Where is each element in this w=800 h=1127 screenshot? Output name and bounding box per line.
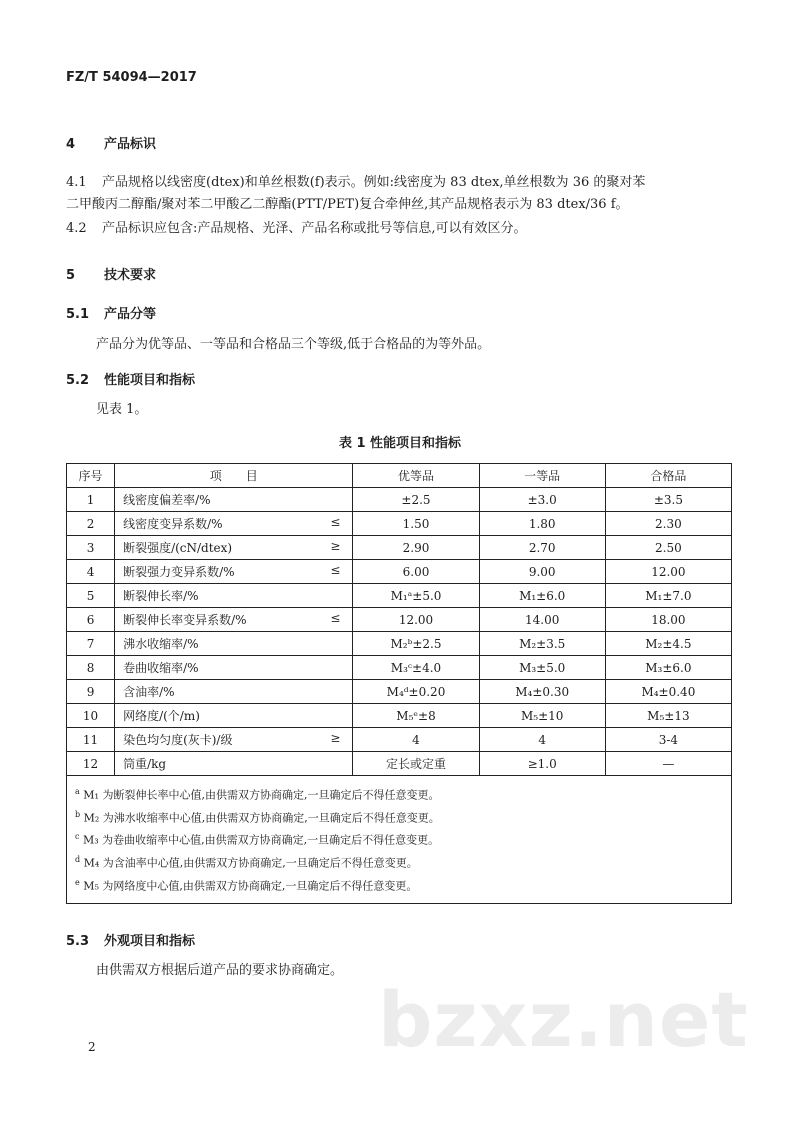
row-inequality-sign: ≤: [330, 515, 341, 529]
footnote-mark: a: [75, 787, 80, 796]
row-seq: 1: [67, 488, 115, 512]
table-row: [67, 656, 732, 680]
row-item: [115, 512, 353, 536]
row-first-grade-value: M₄±0.30: [479, 680, 605, 704]
table-body: [67, 488, 732, 776]
row-item: [115, 728, 353, 752]
row-item-label: 沸水收缩率/%: [123, 637, 199, 651]
row-premium-value: M₅ᵉ±8: [353, 704, 479, 728]
section-5-2-heading: [66, 369, 195, 388]
row-qualified-value: 2.50: [605, 536, 731, 560]
clause-5-2-text: 见表 1。: [96, 402, 148, 417]
table-row: [67, 584, 732, 608]
row-item-label: 断裂伸长率变异系数/%: [123, 613, 247, 627]
row-seq: 2: [67, 512, 115, 536]
row-item-label: 线密度偏差率/%: [123, 493, 211, 507]
table-row: [67, 536, 732, 560]
row-seq: 4: [67, 560, 115, 584]
row-item-label: 断裂强度/(cN/dtex): [123, 541, 233, 555]
row-qualified-value: —: [605, 752, 731, 776]
row-seq: 9: [67, 680, 115, 704]
row-item-label: 含油率/%: [123, 685, 175, 699]
row-premium-value: M₃ᶜ±4.0: [353, 656, 479, 680]
footnote-mark: e: [75, 877, 80, 887]
clause-number: 4.1: [66, 175, 87, 190]
section-title: 外观项目和指标: [104, 934, 196, 949]
clause-4-1: [66, 172, 746, 216]
row-first-grade-value: 4: [479, 728, 605, 752]
row-seq: 6: [67, 608, 115, 632]
row-item: [115, 560, 353, 584]
footnote-text: M₁ 为断裂伸长率中心值,由供需双方协商确定,一旦确定后不得任意变更。: [83, 788, 440, 802]
table-row: [67, 632, 732, 656]
row-item: [115, 656, 353, 680]
row-first-grade-value: M₁±6.0: [479, 584, 605, 608]
row-seq: 11: [67, 728, 115, 752]
row-seq: 12: [67, 752, 115, 776]
row-qualified-value: 3-4: [605, 728, 731, 752]
table-footnote: [75, 850, 723, 873]
row-qualified-value: M₅±13: [605, 704, 731, 728]
header-item: 项 目: [115, 464, 353, 488]
row-seq: 7: [67, 632, 115, 656]
section-5-3-heading: [66, 930, 195, 949]
footnote-text: M₄ 为含油率中心值,由供需双方协商确定,一旦确定后不得任意变更。: [83, 856, 418, 870]
row-seq: 8: [67, 656, 115, 680]
row-premium-value: 1.50: [353, 512, 479, 536]
section-number: 5.2: [66, 373, 90, 388]
row-item: [115, 752, 353, 776]
table-footnote: [75, 827, 723, 850]
row-premium-value: M₂ᵇ±2.5: [353, 632, 479, 656]
section-number: 5.1: [66, 307, 90, 322]
table-notes: [67, 776, 732, 904]
footnote-mark: b: [75, 809, 81, 819]
row-item-label: 线密度变异系数/%: [123, 517, 223, 531]
row-qualified-value: M₁±7.0: [605, 584, 731, 608]
row-premium-value: 4: [353, 728, 479, 752]
table-notes-row: [67, 776, 732, 904]
clause-number: 4.2: [66, 221, 87, 236]
row-qualified-value: M₂±4.5: [605, 632, 731, 656]
section-number: 4: [66, 137, 76, 152]
row-first-grade-value: ≥1.0: [479, 752, 605, 776]
row-item-label: 断裂强力变异系数/%: [123, 565, 235, 579]
footnote-text: M₅ 为网络度中心值,由供需双方协商确定,一旦确定后不得任意变更。: [83, 879, 418, 893]
table-row: [67, 704, 732, 728]
clause-text-line-2: 二甲酸丙二醇酯/聚对苯二甲酸乙二醇酯(PTT/PET)复合牵伸丝,其产品规格表示为 83 dtex/36 f。: [66, 197, 629, 212]
row-premium-value: 2.90: [353, 536, 479, 560]
header-qualified: 合格品: [605, 464, 731, 488]
table-footnote: [75, 782, 723, 805]
row-premium-value: 定长或定重: [353, 752, 479, 776]
row-qualified-value: 12.00: [605, 560, 731, 584]
header-seq: 序号: [67, 464, 115, 488]
row-item: [115, 608, 353, 632]
row-first-grade-value: ±3.0: [479, 488, 605, 512]
table-row: [67, 560, 732, 584]
section-5-1-heading: [66, 303, 156, 322]
footnote-mark: d: [75, 854, 81, 864]
page-number: 2: [88, 1040, 96, 1054]
table-footnote: [75, 873, 723, 896]
row-premium-value: M₁ᵃ±5.0: [353, 584, 479, 608]
row-item: [115, 584, 353, 608]
row-premium-value: 6.00: [353, 560, 479, 584]
footnote-text: M₃ 为卷曲收缩率中心值,由供需双方协商确定,一旦确定后不得任意变更。: [82, 833, 440, 847]
watermark: bzxz.net: [378, 975, 749, 1064]
clause-text-line-1: 产品规格以线密度(dtex)和单丝根数(f)表示。例如:线密度为 83 dtex,单丝根数为 36 的聚对苯: [102, 175, 646, 190]
table-row: [67, 512, 732, 536]
row-item: [115, 632, 353, 656]
footnote-mark: c: [75, 832, 80, 842]
section-5-heading: [66, 264, 156, 283]
table-row: [67, 488, 732, 512]
row-seq: 3: [67, 536, 115, 560]
standard-number: FZ/T 54094—2017: [66, 70, 197, 85]
spec-table: [66, 463, 732, 904]
row-item-label: 筒重/kg: [123, 757, 167, 771]
row-qualified-value: 2.30: [605, 512, 731, 536]
row-inequality-sign: ≤: [330, 611, 341, 625]
row-seq: 10: [67, 704, 115, 728]
row-first-grade-value: 14.00: [479, 608, 605, 632]
row-inequality-sign: ≥: [330, 731, 341, 745]
row-qualified-value: 18.00: [605, 608, 731, 632]
clause-text: 产品标识应包含:产品规格、光泽、产品名称或批号等信息,可以有效区分。: [102, 221, 527, 236]
row-item-label: 网络度/(个/m): [123, 709, 200, 723]
table-row: [67, 752, 732, 776]
row-qualified-value: M₄±0.40: [605, 680, 731, 704]
row-item: [115, 704, 353, 728]
section-title: 产品分等: [104, 307, 157, 322]
row-first-grade-value: 1.80: [479, 512, 605, 536]
row-qualified-value: ±3.5: [605, 488, 731, 512]
clause-5-1-text: 产品分为优等品、一等品和合格品三个等级,低于合格品的为等外品。: [96, 337, 491, 352]
row-item-label: 卷曲收缩率/%: [123, 661, 199, 675]
table-row: [67, 680, 732, 704]
row-first-grade-value: M₃±5.0: [479, 656, 605, 680]
section-number: 5: [66, 268, 76, 283]
table-row: [67, 608, 732, 632]
row-premium-value: ±2.5: [353, 488, 479, 512]
row-item: [115, 680, 353, 704]
row-first-grade-value: 2.70: [479, 536, 605, 560]
section-title: 技术要求: [104, 268, 157, 283]
header-premium: 优等品: [353, 464, 479, 488]
section-title: 性能项目和指标: [104, 373, 196, 388]
row-premium-value: M₄ᵈ±0.20: [353, 680, 479, 704]
row-item-label: 断裂伸长率/%: [123, 589, 199, 603]
row-qualified-value: M₃±6.0: [605, 656, 731, 680]
row-first-grade-value: 9.00: [479, 560, 605, 584]
row-item-label: 染色均匀度(灰卡)/级: [123, 733, 233, 747]
row-premium-value: 12.00: [353, 608, 479, 632]
section-4-heading: [66, 133, 156, 152]
row-inequality-sign: ≤: [330, 563, 341, 577]
row-first-grade-value: M₂±3.5: [479, 632, 605, 656]
table-caption: 表 1 性能项目和指标: [338, 436, 462, 451]
table-row: [67, 728, 732, 752]
row-item: [115, 488, 353, 512]
row-inequality-sign: ≥: [330, 539, 341, 553]
table-footnote: [75, 805, 723, 828]
table-header-row: [67, 464, 732, 488]
row-seq: 5: [67, 584, 115, 608]
row-first-grade-value: M₅±10: [479, 704, 605, 728]
section-title: 产品标识: [104, 137, 157, 152]
clause-5-3-text: 由供需双方根据后道产品的要求协商确定。: [96, 963, 344, 978]
clause-4-2: [66, 218, 746, 240]
footnote-text: M₂ 为沸水收缩率中心值,由供需双方协商确定,一旦确定后不得任意变更。: [83, 811, 440, 825]
row-item: [115, 536, 353, 560]
header-first-grade: 一等品: [479, 464, 605, 488]
section-number: 5.3: [66, 934, 90, 949]
